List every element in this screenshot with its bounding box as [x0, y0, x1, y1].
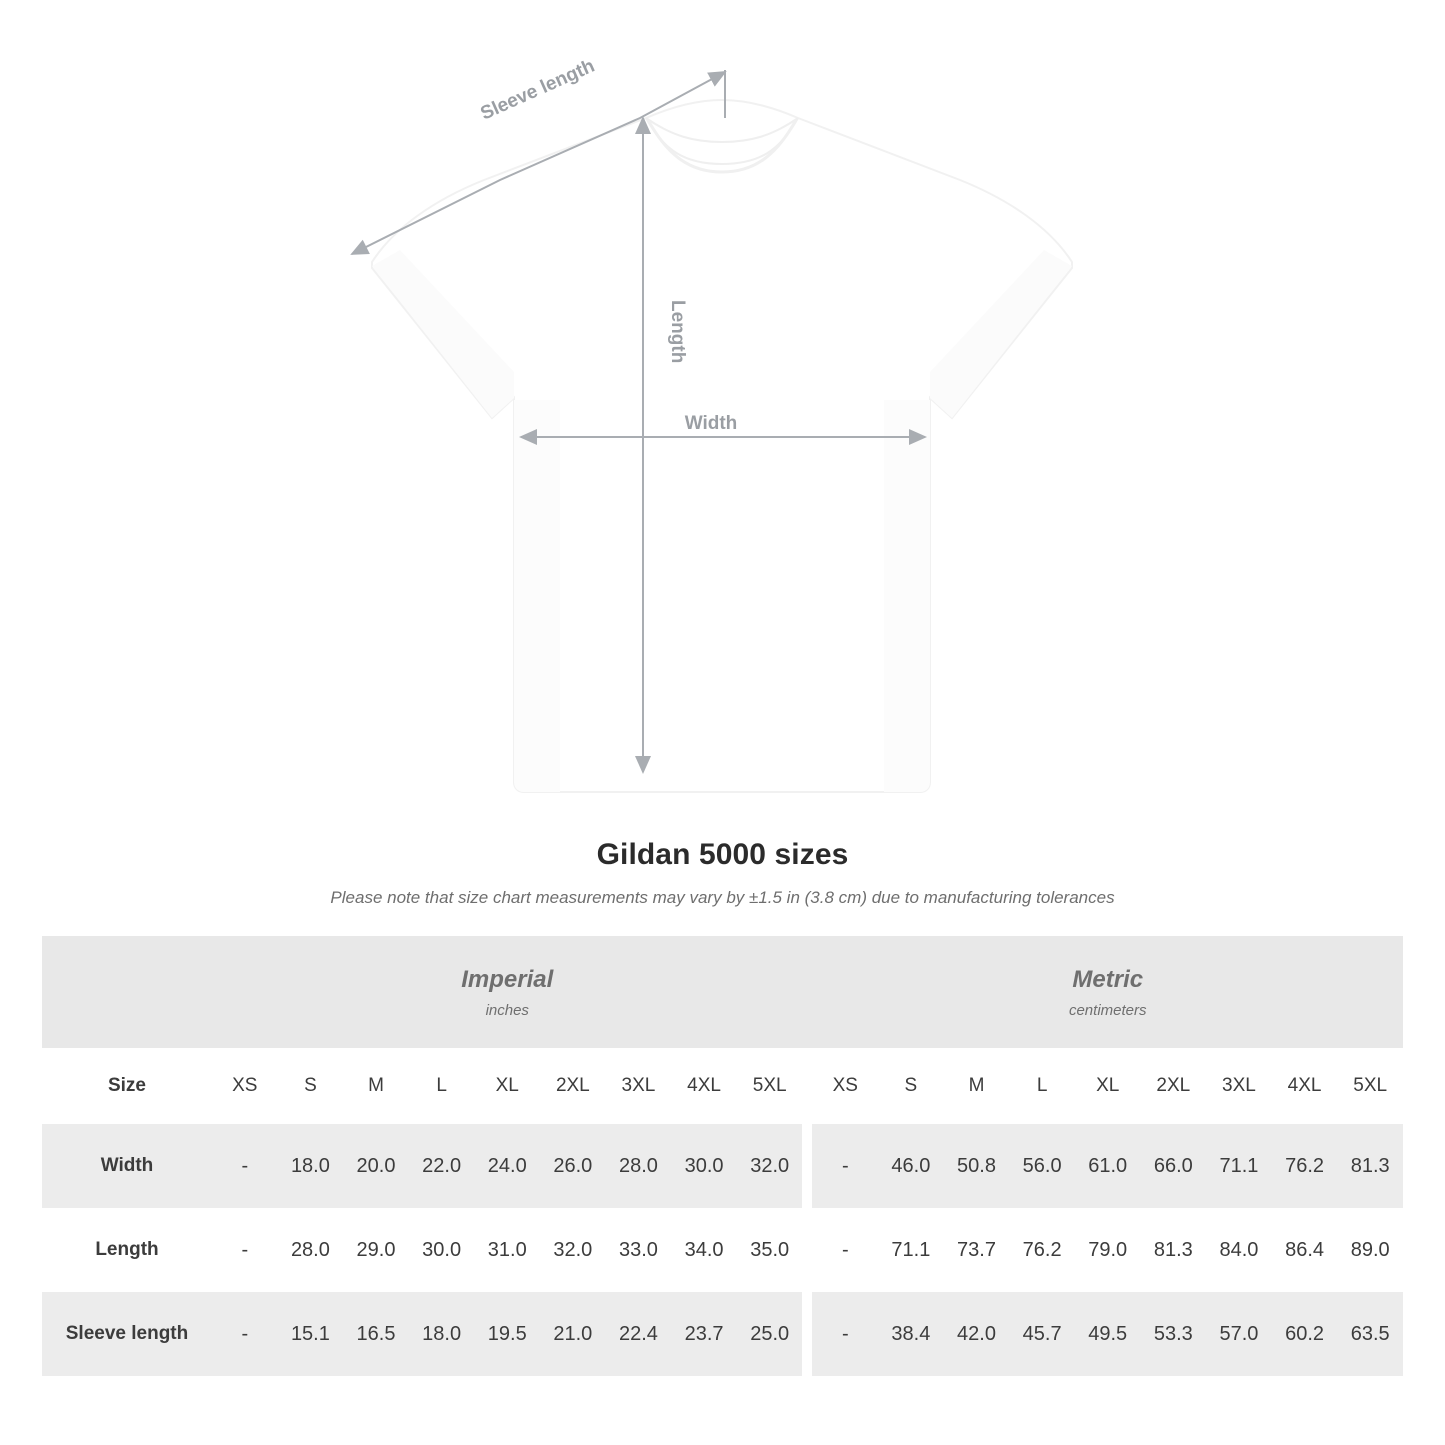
row-label-width: Width	[42, 1124, 212, 1208]
size-col-met-3xl: 3XL	[1206, 1048, 1272, 1124]
cell-width-imp-l: 22.0	[409, 1124, 475, 1208]
cell-sleeve-met-5xl: 63.5	[1337, 1292, 1403, 1376]
size-header-row	[42, 1048, 1403, 1124]
row-gap-sleeve	[802, 1292, 812, 1376]
cell-sleeve-met-3xl: 57.0	[1206, 1292, 1272, 1376]
cell-sleeve-imp-xs: -	[212, 1292, 278, 1376]
cell-length-met-xs: -	[812, 1208, 878, 1292]
cell-sleeve-imp-l: 18.0	[409, 1292, 475, 1376]
cell-sleeve-met-xs: -	[812, 1292, 878, 1376]
cell-width-imp-4xl: 30.0	[671, 1124, 737, 1208]
cell-length-met-xl: 79.0	[1075, 1208, 1141, 1292]
cell-sleeve-imp-2xl: 21.0	[540, 1292, 606, 1376]
unit-group-imperial	[212, 936, 802, 1048]
length-label: Length	[667, 300, 688, 364]
imperial-sub: inches	[485, 1001, 529, 1019]
cell-length-met-2xl: 81.3	[1141, 1208, 1207, 1292]
imperial-label: Imperial	[461, 965, 554, 993]
size-col-met-5xl: 5XL	[1337, 1048, 1403, 1124]
row-label-length: Length	[42, 1208, 212, 1292]
cell-width-imp-3xl: 28.0	[606, 1124, 672, 1208]
cell-sleeve-imp-5xl: 25.0	[737, 1292, 803, 1376]
tolerance-note: Please note that size chart measurements may vary by ±1.5 in (3.8 cm) due to manufacturing tolerances	[330, 888, 1115, 907]
cell-width-met-2xl: 66.0	[1141, 1124, 1207, 1208]
cell-width-met-m: 50.8	[944, 1124, 1010, 1208]
size-table-wrap	[42, 936, 1403, 1376]
cell-sleeve-met-2xl: 53.3	[1141, 1292, 1207, 1376]
size-col-imp-xs: XS	[212, 1048, 278, 1124]
cell-sleeve-met-s: 38.4	[878, 1292, 944, 1376]
cell-sleeve-imp-xl: 19.5	[474, 1292, 540, 1376]
size-header-label: Size	[42, 1048, 212, 1124]
cell-width-met-xl: 61.0	[1075, 1124, 1141, 1208]
cell-width-met-l: 56.0	[1009, 1124, 1075, 1208]
cell-length-met-s: 71.1	[878, 1208, 944, 1292]
cell-width-imp-5xl: 32.0	[737, 1124, 803, 1208]
size-col-met-s: S	[878, 1048, 944, 1124]
cell-width-imp-xl: 24.0	[474, 1124, 540, 1208]
metric-sub: centimeters	[1068, 1001, 1147, 1019]
row-gap-width	[802, 1124, 812, 1208]
cell-length-imp-4xl: 34.0	[671, 1208, 737, 1292]
size-table	[42, 936, 1403, 1376]
cell-sleeve-met-4xl: 60.2	[1272, 1292, 1338, 1376]
cell-width-met-s: 46.0	[878, 1124, 944, 1208]
table-row-sleeve-length	[42, 1292, 1403, 1376]
cell-width-imp-xs: -	[212, 1124, 278, 1208]
cell-sleeve-imp-s: 15.1	[278, 1292, 344, 1376]
cell-length-imp-2xl: 32.0	[540, 1208, 606, 1292]
cell-length-imp-xl: 31.0	[474, 1208, 540, 1292]
cell-length-met-5xl: 89.0	[1337, 1208, 1403, 1292]
cell-sleeve-met-m: 42.0	[944, 1292, 1010, 1376]
cell-width-imp-s: 18.0	[278, 1124, 344, 1208]
size-col-imp-2xl: 2XL	[540, 1048, 606, 1124]
cell-width-met-xs: -	[812, 1124, 878, 1208]
size-col-met-xl: XL	[1075, 1048, 1141, 1124]
row-label-sleeve-length: Sleeve length	[42, 1292, 212, 1376]
size-col-met-l: L	[1009, 1048, 1075, 1124]
size-col-imp-xl: XL	[474, 1048, 540, 1124]
unit-gap	[802, 936, 812, 1048]
size-col-met-2xl: 2XL	[1141, 1048, 1207, 1124]
size-col-imp-4xl: 4XL	[671, 1048, 737, 1124]
size-col-met-4xl: 4XL	[1272, 1048, 1338, 1124]
cell-sleeve-met-l: 45.7	[1009, 1292, 1075, 1376]
cell-width-imp-2xl: 26.0	[540, 1124, 606, 1208]
size-col-imp-l: L	[409, 1048, 475, 1124]
size-col-imp-m: M	[343, 1048, 409, 1124]
cell-width-met-5xl: 81.3	[1337, 1124, 1403, 1208]
size-col-met-xs: XS	[812, 1048, 878, 1124]
cell-length-imp-5xl: 35.0	[737, 1208, 803, 1292]
cell-length-met-l: 76.2	[1009, 1208, 1075, 1292]
size-col-imp-s: S	[278, 1048, 344, 1124]
metric-label: Metric	[1072, 965, 1144, 993]
cell-length-met-m: 73.7	[944, 1208, 1010, 1292]
table-row-length	[42, 1208, 1403, 1292]
unit-spacer-cell	[42, 936, 212, 1048]
size-col-imp-3xl: 3XL	[606, 1048, 672, 1124]
width-label: Width	[684, 413, 738, 434]
tshirt-shape	[372, 100, 1072, 792]
cell-length-imp-l: 30.0	[409, 1208, 475, 1292]
table-row-width	[42, 1124, 1403, 1208]
cell-sleeve-imp-3xl: 22.4	[606, 1292, 672, 1376]
cell-length-imp-m: 29.0	[343, 1208, 409, 1292]
size-col-met-m: M	[944, 1048, 1010, 1124]
cell-width-imp-m: 20.0	[343, 1124, 409, 1208]
sleeve-length-label: Sleeve length	[477, 55, 598, 125]
cell-sleeve-met-xl: 49.5	[1075, 1292, 1141, 1376]
cell-length-imp-xs: -	[212, 1208, 278, 1292]
size-col-imp-5xl: 5XL	[737, 1048, 803, 1124]
cell-length-imp-s: 28.0	[278, 1208, 344, 1292]
cell-width-met-4xl: 76.2	[1272, 1124, 1338, 1208]
page-title: Gildan 5000 sizes	[596, 838, 849, 871]
cell-sleeve-imp-4xl: 23.7	[671, 1292, 737, 1376]
cell-length-imp-3xl: 33.0	[606, 1208, 672, 1292]
cell-length-met-4xl: 86.4	[1272, 1208, 1338, 1292]
header-gap	[802, 1048, 812, 1124]
row-gap-length	[802, 1208, 812, 1292]
unit-header-row	[42, 936, 1403, 1048]
heading-block	[0, 838, 1445, 908]
cell-length-met-3xl: 84.0	[1206, 1208, 1272, 1292]
cell-sleeve-imp-m: 16.5	[343, 1292, 409, 1376]
cell-width-met-3xl: 71.1	[1206, 1124, 1272, 1208]
unit-group-metric	[812, 936, 1403, 1048]
